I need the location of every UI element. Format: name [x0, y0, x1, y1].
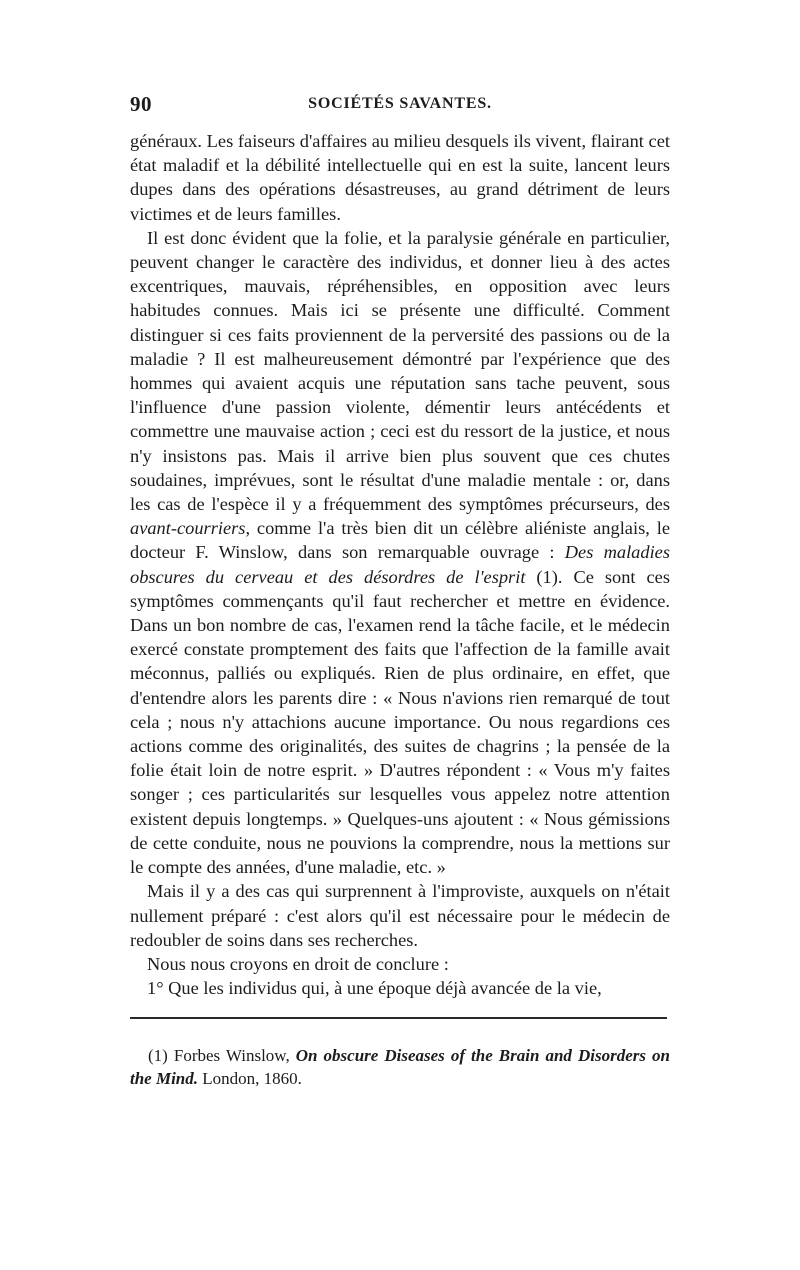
body-text: [130, 129, 670, 1000]
paragraph-2-part-c: , comme l'a très bien dit un célèbre aliéniste anglais, le docteur F. Winslow, dans son remarquable ouvrage :: [130, 518, 670, 563]
footnote-rest: London, 1860.: [198, 1069, 302, 1088]
italic-avant-courriers: avant-courriers: [130, 518, 246, 539]
italic-book-title: Des maladies obscures du cerveau et des désordres de l'esprit: [130, 542, 671, 587]
page-number: 90: [130, 92, 152, 116]
running-head: SOCIÉTÉS SAVANTES.: [308, 95, 492, 112]
footnote-divider: [130, 1017, 667, 1019]
paragraph-1: généraux. Les faiseurs d'affaires au milieu desquels ils vivent, flairant cet état maladif et la débilité intellectuelle qui en est la suite, lancent leurs dupes dans des opérations désastreuses, au grand détriment de leurs victimes et de leurs familles.: [130, 131, 670, 224]
page-header: [130, 92, 670, 122]
paragraph-2-part-a: Il est donc évident que la folie, et la paralysie générale en particulier, peuvent changer le caractère des individus, et donner lieu à des actes excentriques, mauvais, répréhensibles, en opposition avec leurs habitudes connues. Mais ici se présente une difficulté. Comment distinguer si ces faits proviennent de la perversité des passions ou de la maladie ? Il est malheureusement démontré par l'expérience que des hommes qui avaient acquis une réputation sans tache peuvent, sous l'influence d'une passion violente, démentir leurs antécédents et commettre une mauvaise action ; ceci est du ressort de la justice, et nous n'y insistons pas. Mais il arrive bien plus souvent que ces chutes soudaines, imprévues, sont le résultat d'une maladie mentale : or, dans les cas de l'espèce il y a fréquemment des symptômes précurseurs, des: [130, 227, 670, 515]
footnote-text: [130, 1044, 670, 1090]
paragraph-3: Mais il y a des cas qui surprennent à l'improviste, auxquels on n'était nullement préparé : c'est alors qu'il est nécessaire pour le médecin de redoubler de soins dans ses recherches.: [130, 881, 670, 950]
footnote-title: On obscure Diseases of the Brain and Disorders on the Mind.: [130, 1046, 670, 1088]
paragraph-4: Nous nous croyons en droit de conclure :: [147, 953, 449, 974]
paragraph-5: 1° Que les individus qui, à une époque déjà avancée de la vie,: [147, 978, 602, 999]
paragraph-2-part-e: (1). Ce sont ces symptômes commençants qu'il faut rechercher et mettre en évidence. Dans un bon nombre de cas, l'examen rend la tâche facile, et le médecin exercé constate promptement des faits que l'affection de la famille avait méconnus, palliés ou expliqués. Rien de plus ordinaire, en effet, que d'entendre alors les parents dire : « Nous n'avions rien remarqué de tout cela ; nous n'y attachions aucune importance. Ou nous regardions ces actions comme des originalités, des suites de chagrins ; la pensée de la folie était loin de notre esprit. » D'autres répondent : « Vous m'y faites songer ; ces particularités sur lesquelles vous appelez notre attention existent depuis longtemps. » Quelques-uns ajoutent : « Nous gémissions de cette conduite, nous ne pouvions la comprendre, nous la mettions sur le compte des années, d'une maladie, etc. »: [130, 566, 670, 878]
paragraph-2: [130, 226, 670, 879]
footnote-marker: (1) Forbes Winslow,: [148, 1046, 296, 1065]
footnote: [130, 1044, 670, 1090]
